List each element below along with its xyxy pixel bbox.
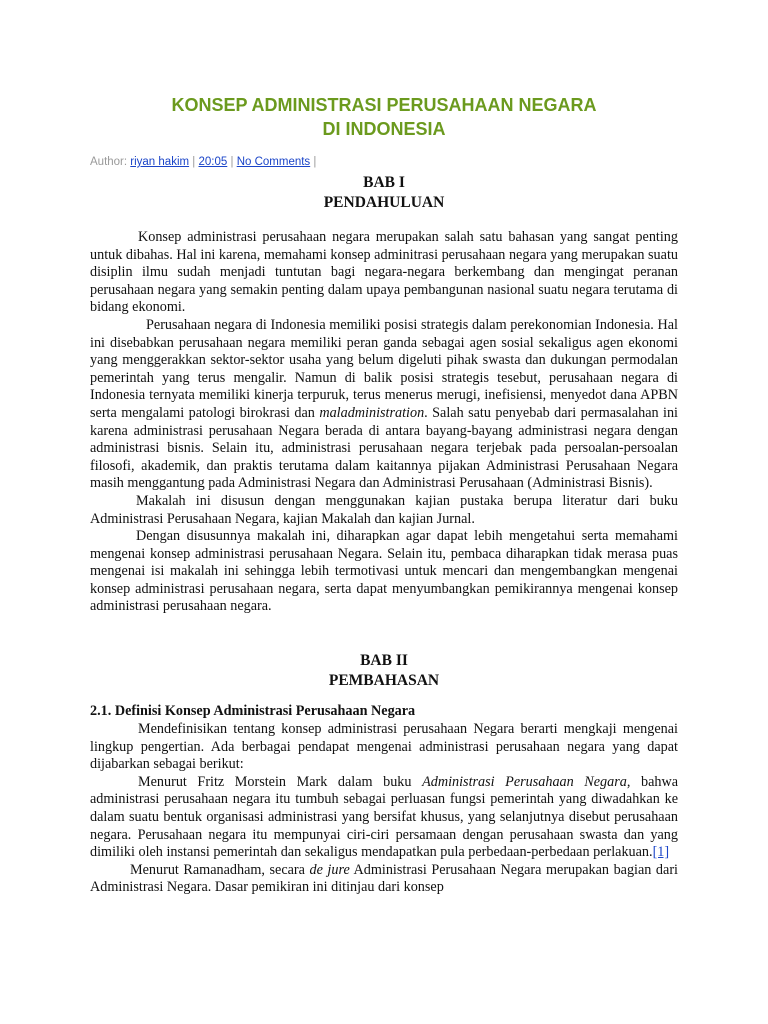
comments-link[interactable]: No Comments	[236, 156, 311, 168]
paragraph: Konsep administrasi perusahaan negara merupakan salah satu bahasan yang sangat penting untuk dibahas. Hal ini karena, memahami konsep adminitrasi perusahaan negara yang merupakan suatu disiplin ilmu sudah menjadi tuntutan bagi negara-negara berkembang dan mengingat peranan perusahaan negara yang semakin penting dalam upaya pembangunan nasional suatu negara terutama di bidang ekonomi.	[90, 229, 678, 316]
paragraph-text: . Salah satu penyebab dari permasalahan ini karena administrasi perusahaan Negara berada di antara bayang-bayang administrasi negara dengan administrasi bisnis. Selain itu, administrasi perusahaan negara terjebak pada persoalan-persoalan filosofi, akademik, dan praktis terutama dalam kaitannya pijakan Administrasi Perusahaan Negara masih menggantung pada Administrasi Negara dan Administrasi Perusahaan (Administrasi Bisnis).	[90, 404, 678, 492]
book-title: Administrasi Perusahaan Negara	[422, 773, 627, 790]
chapter-1-name: PENDAHULUAN	[323, 194, 445, 211]
paragraph-text: Menurut Fritz Morstein Mark dalam buku	[138, 773, 423, 790]
chapter-2-number: BAB II	[360, 652, 408, 669]
title-line-1: KONSEP ADMINISTRASI PERUSAHAAN NEGARA	[171, 95, 597, 115]
paragraph-text: , bahwa administrasi perusahaan negara itu tumbuh sebagai perluasan fungsi pemerintah yang diwadahkan ke dalam suatu bentuk organisasi administrasi yang bersifat khusus, yang selanjutnya disebut perusahaan negara. Perusahaan negara itu mempunyai ciri-ciri persamaan dengan perusahaan swasta dan yang dimiliki oleh instansi pemerintah dan sekaligus mendapatkan pula perbedaan-perbedaan perlakuan.	[90, 773, 679, 861]
paragraph	[90, 774, 678, 862]
meta-separator: |	[230, 156, 234, 168]
paragraph	[90, 862, 678, 897]
chapter-2-heading	[90, 651, 678, 691]
chapter-1-number: BAB I	[363, 174, 405, 191]
paragraph-text: Administrasi Perusahaan Negara merupakan bagian dari Administrasi Negara. Dasar pemikiran ini ditinjau dari konsep	[90, 861, 678, 896]
section-heading: 2.1. Definisi Konsep Administrasi Perusahaan Negara	[90, 703, 416, 719]
meta-separator: |	[313, 156, 317, 168]
post-meta	[90, 156, 316, 168]
paragraph: Makalah ini disusun dengan menggunakan kajian pustaka berupa literatur dari buku Administrasi Perusahaan Negara, kajian Makalah dan kajian Jurnal.	[90, 492, 678, 527]
chapter-2-name: PEMBAHASAN	[328, 672, 440, 689]
paragraph: Mendefinisikan tentang konsep administrasi perusahaan Negara berarti mengkaji mengenai lingkup pengertian. Ada berbagai pendapat mengenai administrasi perusahaan negara yang dapat dijabarkan sebagai berikut:	[90, 721, 678, 773]
paragraph: Dengan disusunnya makalah ini, diharapkan agar dapat lebih mengetahui serta memahami mengenai konsep administrasi perusahaan Negara. Selain itu, pembaca diharapkan tidak merasa puas mengenai isi makalah ini sehingga lebih termotivasi untuk mencari dan mengembangkan mengenai konsep administrasi perusahaan negara, serta dapat menyumbangkan pemikirannya mengenai konsep administrasi perusahaan negara.	[90, 528, 678, 615]
post-time-link[interactable]: 20:05	[198, 156, 228, 168]
paragraph	[90, 317, 678, 493]
chapter-1-body	[90, 229, 678, 616]
author-label: Author:	[90, 156, 131, 168]
author-link[interactable]: riyan hakim	[130, 156, 190, 168]
footnote-link[interactable]: [1]	[652, 844, 670, 861]
paragraph-text: Perusahaan negara di Indonesia memiliki posisi strategis dalam perekonomian Indonesia. Hal ini disebabkan perusahaan negara memiliki peran ganda sebagai agen sosial sekaligus agen ekonomi yang menggerakkan sektor-sektor usaha yang belum digeluti pihak swasta dan dukungan permodalan pemerintah yang terus mengalir. Namun di balik posisi strategis tesebut, perusahaan negara di Indonesia ternyata memiliki kinerja terpuruk, terus menerus merugi, inefisiensi, menyedot dana APBN serta mengalami patologi birokrasi dan	[90, 316, 678, 421]
meta-separator: |	[192, 156, 196, 168]
italic-term: de jure	[309, 861, 350, 878]
paragraph-text: Menurut Ramanadham, secara	[130, 861, 310, 878]
title-line-2: DI INDONESIA	[322, 119, 446, 139]
chapter-1-heading	[90, 173, 678, 213]
italic-term: maladministration	[319, 404, 425, 421]
document-title	[60, 93, 708, 141]
chapter-2-body	[90, 721, 678, 897]
